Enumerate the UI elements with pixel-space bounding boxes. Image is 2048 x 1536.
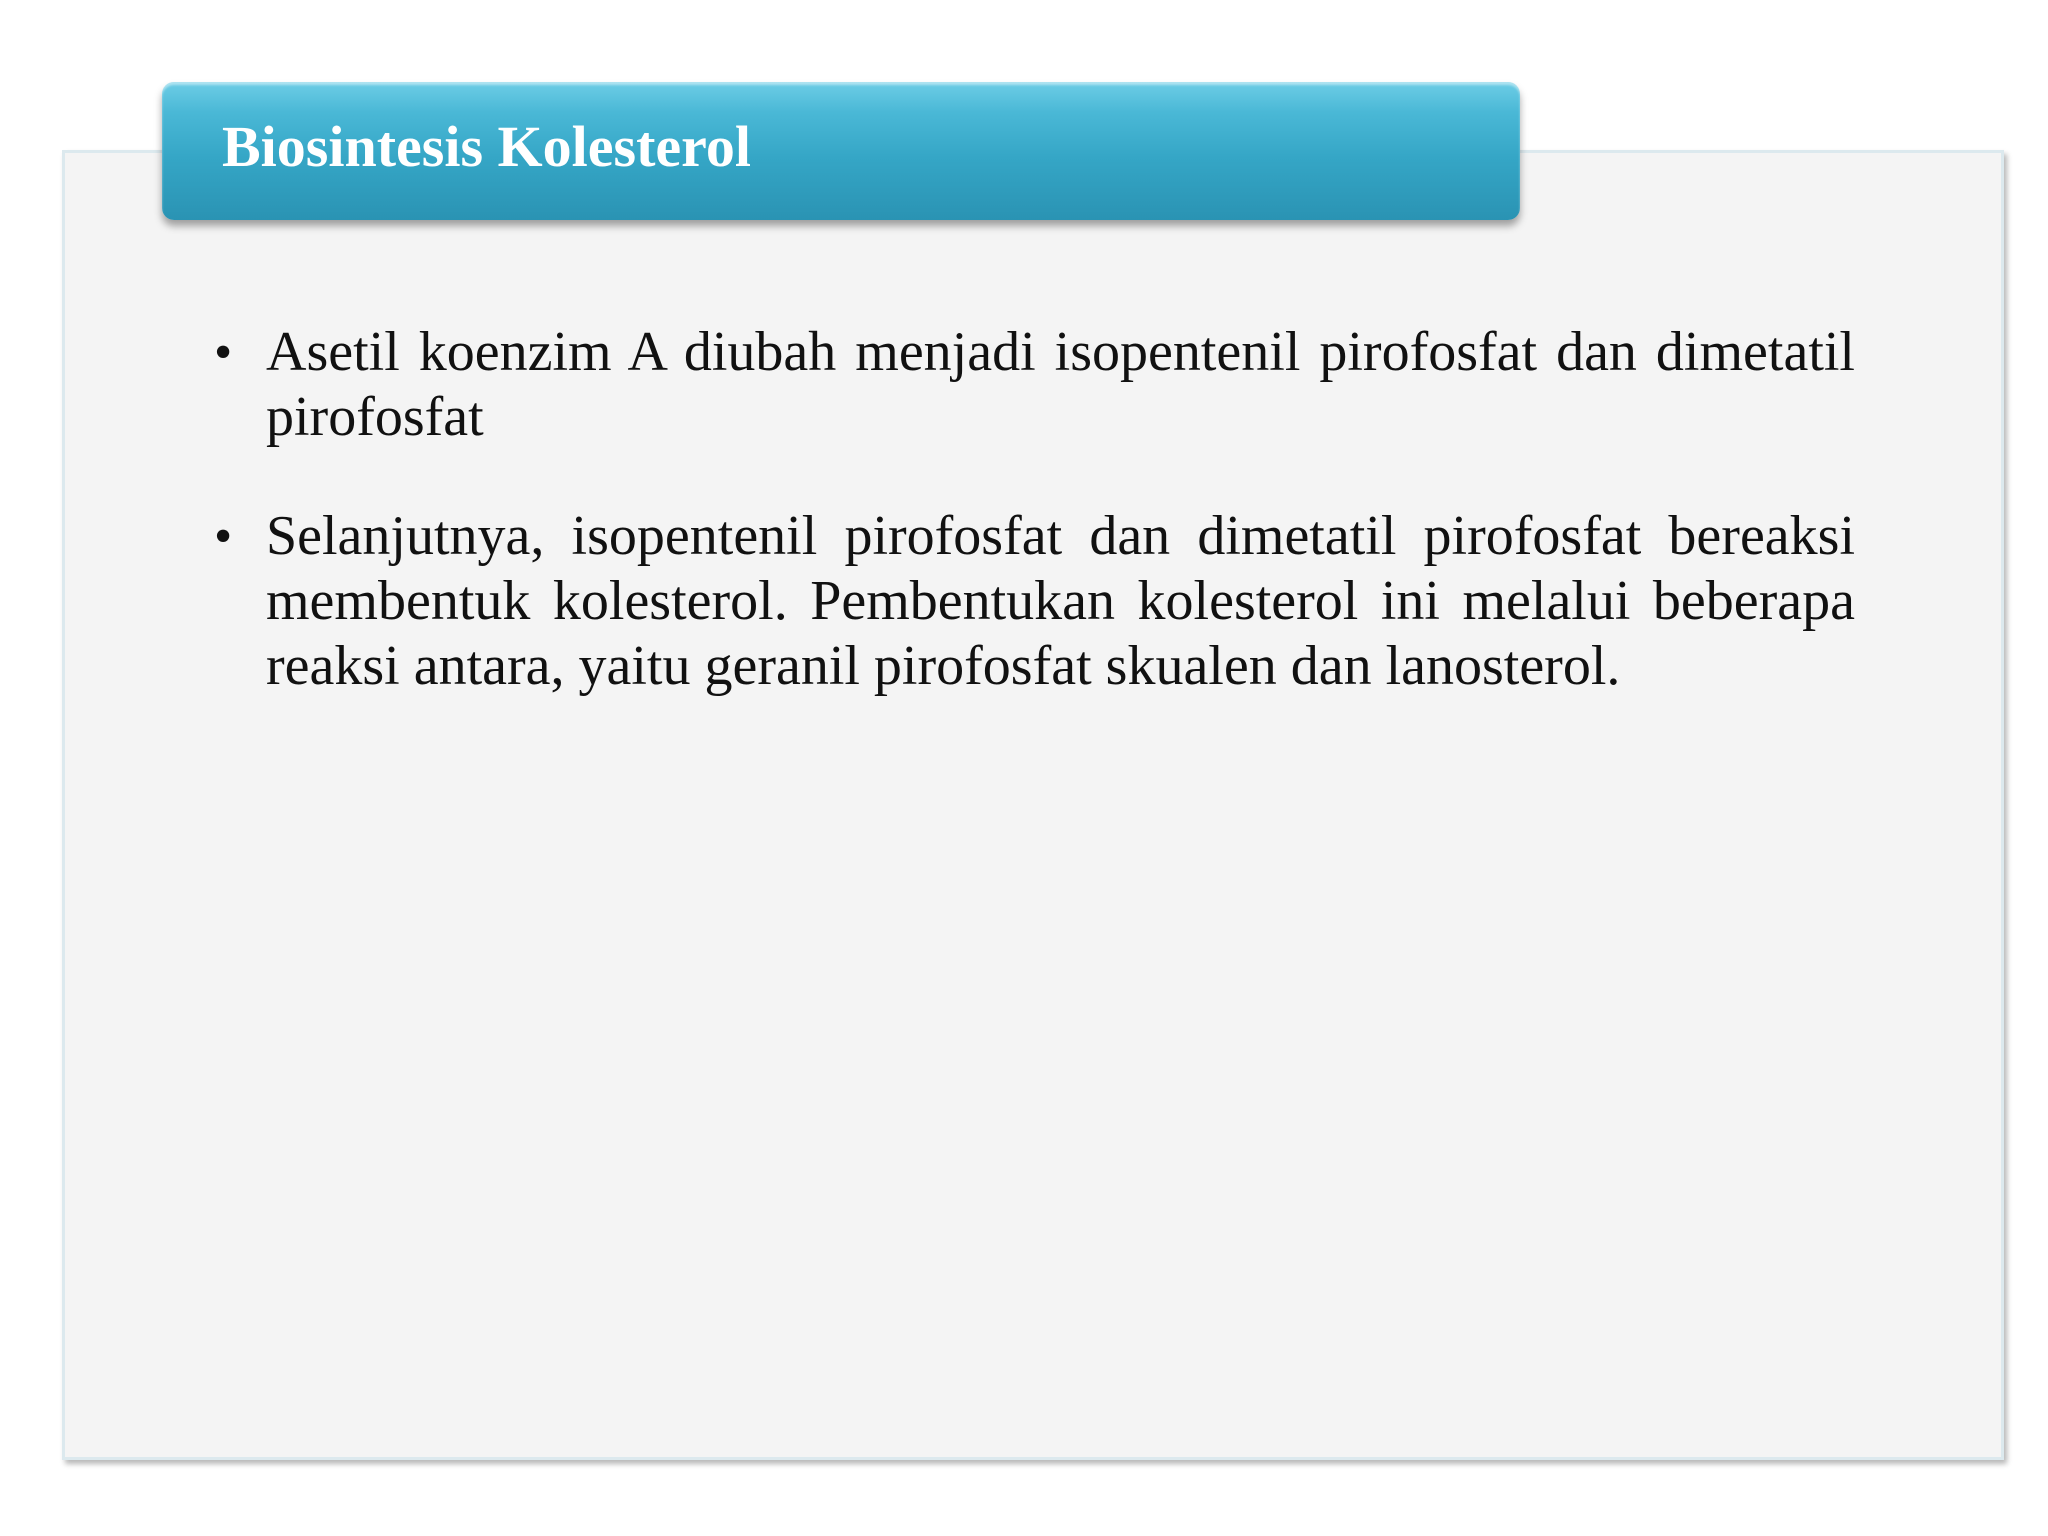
slide-title: Biosintesis Kolesterol (222, 114, 751, 179)
bullet-text: Asetil koenzim A diubah menjadi isopentenil pirofosfat dan dimetatil pirofosfat (266, 321, 1855, 448)
bullet-point-icon: • (214, 324, 233, 381)
title-bar (162, 82, 1520, 220)
bullet-list (210, 320, 1855, 753)
bullet-item (210, 320, 1855, 450)
bullet-text: Selanjutnya, isopentenil pirofosfat dan dimetatil pirofosfat bereaksi membentuk kolesterol. Pembentukan kolesterol ini melalui beberapa reaksi antara, yaitu geranil pirofosfat skualen dan lanosterol. (266, 505, 1855, 697)
bullet-point-icon: • (214, 508, 233, 565)
bullet-item (210, 504, 1855, 699)
